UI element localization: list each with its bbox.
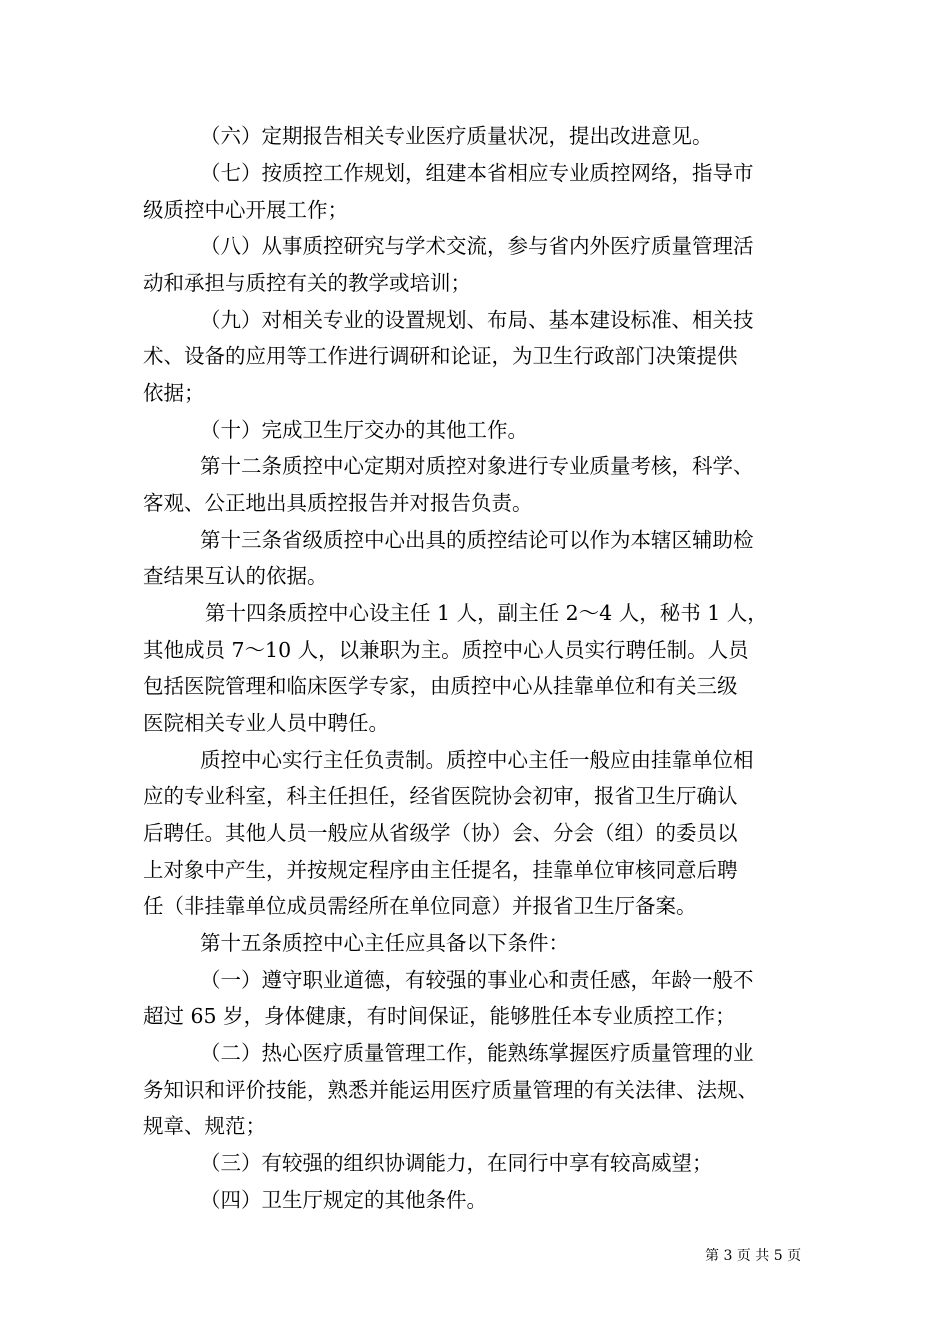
text-line: （一）遵守职业道德，有较强的事业心和责任感，年龄一般不 — [200, 968, 754, 992]
text-line: 后聘任。其他人员一般应从省级学（协）会、分会（组）的委员以 — [143, 821, 738, 845]
text-line: 超过 65 岁，身体健康，有时间保证，能够胜任本专业质控工作； — [143, 1004, 736, 1028]
text-line: 务知识和评价技能，熟悉并能运用医疗质量管理的有关法律、法规、 — [143, 1078, 758, 1102]
text-line: 医院相关专业人员中聘任。 — [143, 711, 389, 735]
text-line: 术、设备的应用等工作进行调研和论证，为卫生行政部门决策提供 — [143, 344, 738, 368]
text-line: （四）卫生厅规定的其他条件。 — [200, 1188, 487, 1212]
text-line: （十）完成卫生厅交办的其他工作。 — [200, 418, 528, 442]
text-line: 其他成员 7～10 人，以兼职为主。质控中心人员实行聘任制。人员 — [143, 638, 749, 662]
text-line: 第十四条质控中心设主任 1 人，副主任 2～4 人，秘书 1 人， — [205, 601, 768, 625]
text-line: 级质控中心开展工作； — [143, 198, 348, 222]
text-line: （六）定期报告相关专业医疗质量状况，提出改进意见。 — [200, 124, 713, 148]
text-line: （三）有较强的组织协调能力，在同行中享有较高威望； — [200, 1151, 713, 1175]
text-line: 包括医院管理和临床医学专家，由质控中心从挂靠单位和有关三级 — [143, 674, 738, 698]
text-line: （二）热心医疗质量管理工作，能熟练掌握医疗质量管理的业 — [200, 1041, 754, 1065]
text-line: 动和承担与质控有关的教学或培训； — [143, 271, 471, 295]
text-line: 查结果互认的依据。 — [143, 564, 328, 588]
text-line: 规章、规范； — [143, 1114, 266, 1138]
text-line: 第十五条质控中心主任应具备以下条件： — [200, 931, 569, 955]
text-line: 客观、公正地出具质控报告并对报告负责。 — [143, 491, 533, 515]
text-line: 质控中心实行主任负责制。质控中心主任一般应由挂靠单位相 — [200, 748, 754, 772]
text-line: 依据； — [143, 381, 205, 405]
text-line: 任（非挂靠单位成员需经所在单位同意）并报省卫生厅备案。 — [143, 894, 697, 918]
text-line: （八）从事质控研究与学术交流，参与省内外医疗质量管理活 — [200, 234, 754, 258]
text-line: （九）对相关专业的设置规划、布局、基本建设标准、相关技 — [200, 308, 754, 332]
text-line: 第十二条质控中心定期对质控对象进行专业质量考核，科学、 — [200, 454, 754, 478]
text-line: （七）按质控工作规划，组建本省相应专业质控网络，指导市 — [200, 161, 754, 185]
text-line: 应的专业科室，科主任担任，经省医院协会初审，报省卫生厅确认 — [143, 784, 738, 808]
text-line: 第十三条省级质控中心出具的质控结论可以作为本辖区辅助检 — [200, 528, 754, 552]
text-line: 上对象中产生，并按规定程序由主任提名，挂靠单位审核同意后聘 — [143, 858, 738, 882]
page-footer: 第 3 页 共 5 页 — [705, 1248, 802, 1264]
